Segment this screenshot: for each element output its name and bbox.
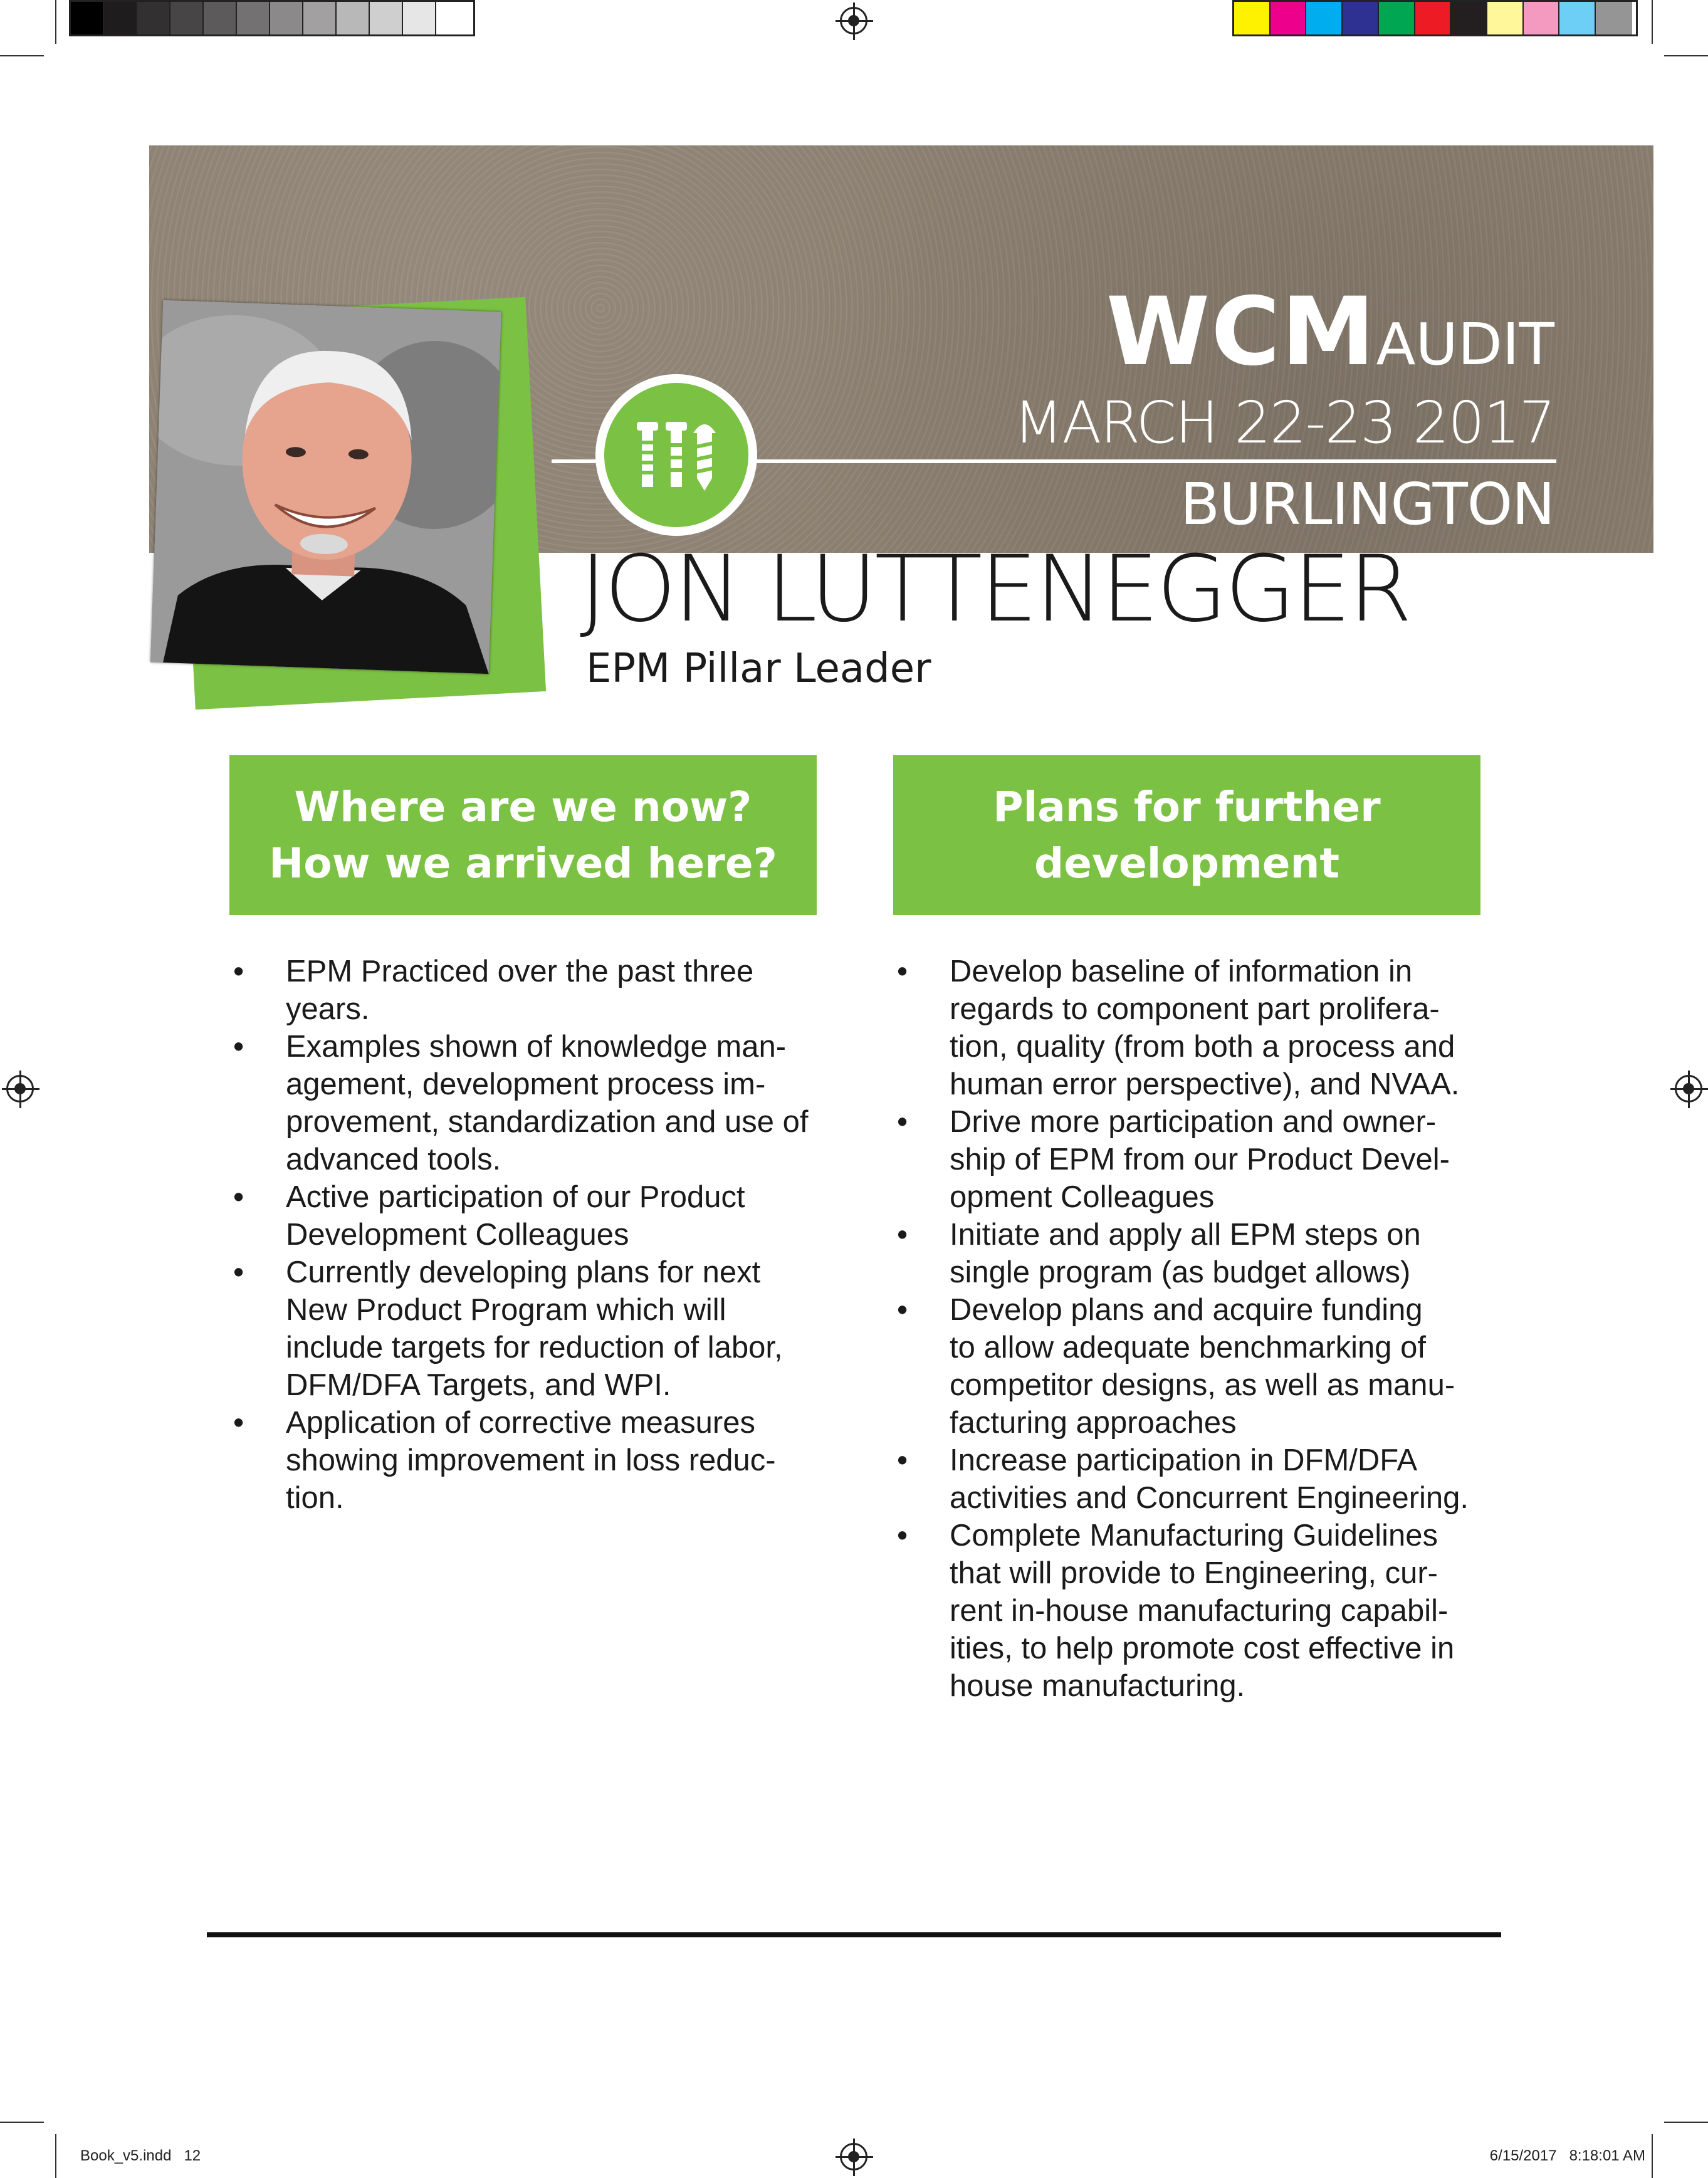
color-swatch (1524, 2, 1560, 34)
color-swatch (436, 2, 469, 34)
crop-mark (55, 0, 56, 44)
list-item (229, 1254, 856, 1404)
list-item-line: agement, development process im- (286, 1067, 766, 1101)
screw-bolt-icon (604, 383, 748, 527)
color-swatch (237, 2, 270, 34)
right-column-heading (893, 755, 1480, 915)
registration-mark-icon (1675, 1075, 1702, 1102)
portrait-photo (150, 300, 501, 674)
color-swatch (370, 2, 403, 34)
footer-rule (207, 1932, 1501, 1937)
list-item-line: • Active participation of our Product (286, 1180, 745, 1214)
crop-mark (1664, 55, 1708, 56)
list-item-line: ship of EPM from our Product Devel- (950, 1143, 1450, 1176)
brand-wcm: WCM (1106, 278, 1376, 387)
list-item-line: • Develop baseline of information in (950, 955, 1413, 988)
list-item (229, 1028, 856, 1178)
color-swatch (137, 2, 170, 34)
color-swatch (403, 2, 436, 34)
pillar-icon-badge (595, 374, 757, 536)
crop-mark (55, 2134, 56, 2178)
list-item-line: • Drive more participation and owner- (950, 1105, 1437, 1139)
registration-mark-icon (6, 1075, 34, 1102)
color-swatch (1234, 2, 1271, 34)
event-location: BURLINGTON (1180, 471, 1554, 538)
list-item (893, 1216, 1520, 1291)
list-item-line: competitor designs, as well as manu- (950, 1368, 1455, 1402)
list-item-line: DFM/DFA Targets, and WPI. (286, 1368, 671, 1402)
list-item-line: • Application of corrective measures (286, 1406, 755, 1440)
brand-audit: AUDIT (1376, 311, 1554, 378)
list-item-line: that will provide to Engineering, cur- (950, 1556, 1438, 1590)
color-swatch (337, 2, 370, 34)
color-swatch (1415, 2, 1452, 34)
crop-mark (1664, 2122, 1708, 2123)
color-swatch (1379, 2, 1415, 34)
list-item-line: provement, standardization and use of (286, 1105, 809, 1139)
list-item-line: house manufacturing. (950, 1669, 1245, 1703)
crop-mark (0, 55, 44, 56)
left-heading-line2: How we arrived here? (269, 839, 777, 887)
list-item-line: showing improvement in loss reduc- (286, 1443, 776, 1477)
list-item-line: • EPM Practiced over the past three (286, 955, 754, 988)
crop-mark (0, 2122, 44, 2123)
color-swatch (204, 2, 237, 34)
list-item-line: • Initiate and apply all EPM steps on (950, 1218, 1421, 1252)
color-swatch (1487, 2, 1524, 34)
color-swatch (303, 2, 337, 34)
slug-file: Book_v5.indd 12 (80, 2147, 201, 2164)
list-item (229, 953, 856, 1028)
right-heading-line1: Plans for further (993, 782, 1381, 831)
list-item-line: opment Colleagues (950, 1180, 1215, 1214)
banner-divider-right (752, 459, 1556, 463)
list-item-line: • Develop plans and acquire funding (950, 1293, 1423, 1327)
person-name: JON LUTTENEGGER (580, 536, 1410, 642)
list-item-line: Development Colleagues (286, 1218, 629, 1252)
portrait-illustration (150, 300, 501, 674)
list-item-line: • Complete Manufacturing Guidelines (950, 1519, 1438, 1552)
color-swatch (1451, 2, 1487, 34)
list-item-line: tion. (286, 1481, 344, 1515)
registration-mark-icon (840, 2143, 867, 2170)
list-item-line: to allow adequate benchmarking of (950, 1331, 1427, 1364)
list-item-line: regards to component part prolifera- (950, 992, 1440, 1026)
grayscale-color-bar (69, 0, 475, 36)
list-item (229, 1404, 856, 1517)
list-item-line: single program (as budget allows) (950, 1255, 1411, 1289)
list-item-line: years. (286, 992, 370, 1026)
color-swatch (1343, 2, 1379, 34)
color-swatch (1559, 2, 1596, 34)
left-bullet-list (229, 953, 856, 1517)
list-item-line: • Currently developing plans for next (286, 1255, 761, 1289)
crop-mark (1652, 0, 1653, 44)
list-item-line: include targets for reduction of labor, (286, 1331, 783, 1364)
list-item (893, 1291, 1520, 1442)
list-item-line: ities, to help promote cost effective in (950, 1631, 1455, 1665)
list-item-line: • Increase participation in DFM/DFA (950, 1443, 1418, 1477)
list-item-line: advanced tools. (286, 1143, 501, 1176)
right-heading-line2: development (1034, 839, 1340, 887)
list-item-line: • Examples shown of knowledge man- (286, 1030, 787, 1064)
color-swatch (1596, 2, 1632, 34)
list-item (893, 1517, 1520, 1705)
color-swatch (71, 2, 104, 34)
left-heading-line1: Where are we now? (294, 782, 752, 831)
list-item-line: facturing approaches (950, 1406, 1237, 1440)
list-item-line: human error perspective), and NVAA. (950, 1067, 1460, 1101)
right-bullet-list (893, 953, 1520, 1705)
process-color-bar (1232, 0, 1638, 36)
event-dates: MARCH 22-23 2017 (1013, 389, 1554, 456)
left-column-heading (229, 755, 817, 915)
list-item-line: New Product Program which will (286, 1293, 726, 1327)
list-item (229, 1178, 856, 1254)
color-swatch (270, 2, 303, 34)
crop-mark (1652, 2134, 1653, 2178)
list-item-line: rent in-house manufacturing capabil- (950, 1594, 1449, 1628)
color-swatch (1306, 2, 1343, 34)
list-item-line: tion, quality (from both a process and (950, 1030, 1455, 1064)
color-swatch (170, 2, 204, 34)
color-swatch (104, 2, 137, 34)
person-role: EPM Pillar Leader (586, 646, 931, 692)
list-item (893, 953, 1520, 1103)
slug-timestamp: 6/15/2017 8:18:01 AM (1489, 2147, 1645, 2164)
color-swatch (1271, 2, 1307, 34)
list-item-line: activities and Concurrent Engineering. (950, 1481, 1469, 1515)
registration-mark-icon (840, 7, 867, 34)
list-item (893, 1103, 1520, 1216)
list-item (893, 1442, 1520, 1517)
